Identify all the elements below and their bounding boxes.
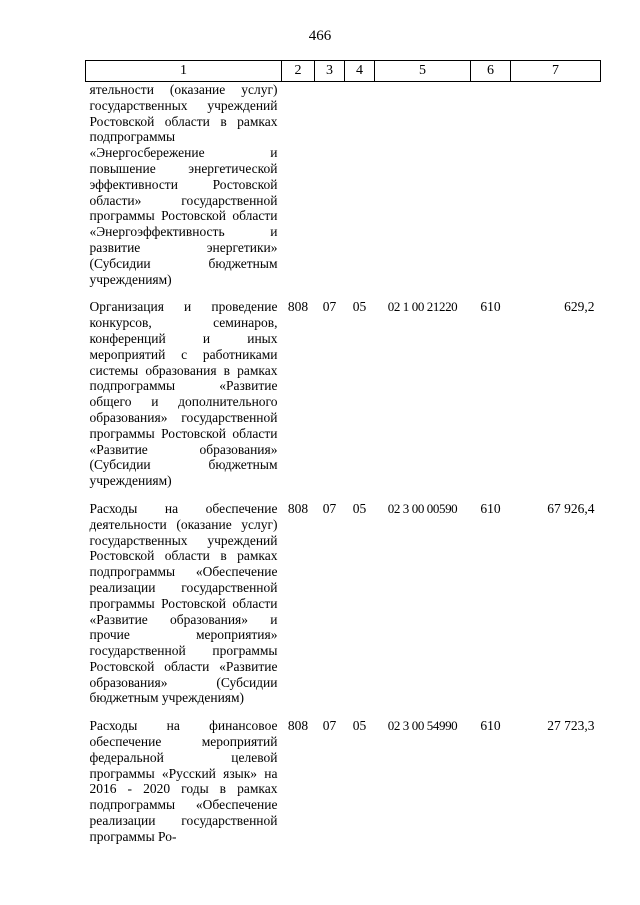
row-section: 07 [322, 718, 337, 734]
header-col-2: 2 [282, 61, 315, 82]
row-type: 610 [480, 500, 501, 516]
table-body [86, 82, 601, 857]
row-subsection: 05 [352, 718, 367, 734]
row-amount: 629,2 [564, 299, 595, 315]
row-section [315, 82, 345, 300]
row-description: Расходы на финансовое обеспечение мероприятий федеральной целевой программы «Русский язык» на 2016 - 2020 годы в рамках подпрограммы «Обеспечение реализации государственной программы Ро- [89, 718, 278, 844]
header-col-3: 3 [315, 61, 345, 82]
header-row [86, 61, 601, 82]
row-ministry: 808 [287, 500, 309, 516]
row-ministry [282, 82, 315, 300]
table-row [86, 501, 601, 718]
budget-table [85, 60, 601, 857]
row-amount: 27 723,3 [547, 718, 595, 734]
table-row [86, 299, 601, 501]
header-col-7: 7 [511, 61, 601, 82]
row-section: 07 [322, 299, 337, 315]
row-description: Организация и проведение конкурсов, семинаров, конференций и иных мероприятий с работниками системы образования в рамках подпрограммы «Развитие общего и дополнительного образования» государственной программы Ростовской области «Развитие образования» (Субсидии бюджетным учреждениям) [89, 299, 278, 489]
row-target: 02 3 00 00590 [387, 500, 458, 516]
row-amount [511, 82, 601, 300]
table-row [86, 82, 601, 300]
row-type: 610 [480, 299, 501, 315]
row-type: 610 [480, 718, 501, 734]
row-description: ятельности (оказание услуг) государственных учреждений Ростовской области в рамках подпрограммы «Энергосбережение и повышение энергетической эффективности Ростовской области» государственной программы Ростовской области «Энергоэффективность и развитие энергетики» (Субсидии бюджетным учреждениям) [89, 82, 278, 287]
row-target [375, 82, 471, 300]
header-col-5: 5 [375, 61, 471, 82]
header-col-4: 4 [345, 61, 375, 82]
row-amount: 67 926,4 [547, 500, 595, 516]
row-target: 02 3 00 54990 [387, 718, 458, 734]
row-subsection: 05 [352, 299, 367, 315]
row-description: Расходы на обеспечение деятельности (оказание услуг) государственных учреждений Ростовской области в рамках подпрограммы «Обеспечение реализации государственной программы Ростовской области «Развитие образования» и прочие мероприятия» государственной программы Ростовской области «Развитие образования» (Субсидии бюджетным учреждениям) [89, 500, 278, 706]
row-ministry: 808 [287, 718, 309, 734]
table-header [86, 61, 601, 82]
row-section: 07 [322, 500, 337, 516]
page-number: 466 [308, 28, 332, 44]
table-row [86, 718, 601, 856]
row-target: 02 1 00 21220 [387, 299, 458, 315]
row-subsection: 05 [352, 500, 367, 516]
row-type [471, 82, 511, 300]
row-subsection [345, 82, 375, 300]
header-col-1: 1 [86, 61, 282, 82]
row-ministry: 808 [287, 299, 309, 315]
header-col-6: 6 [471, 61, 511, 82]
